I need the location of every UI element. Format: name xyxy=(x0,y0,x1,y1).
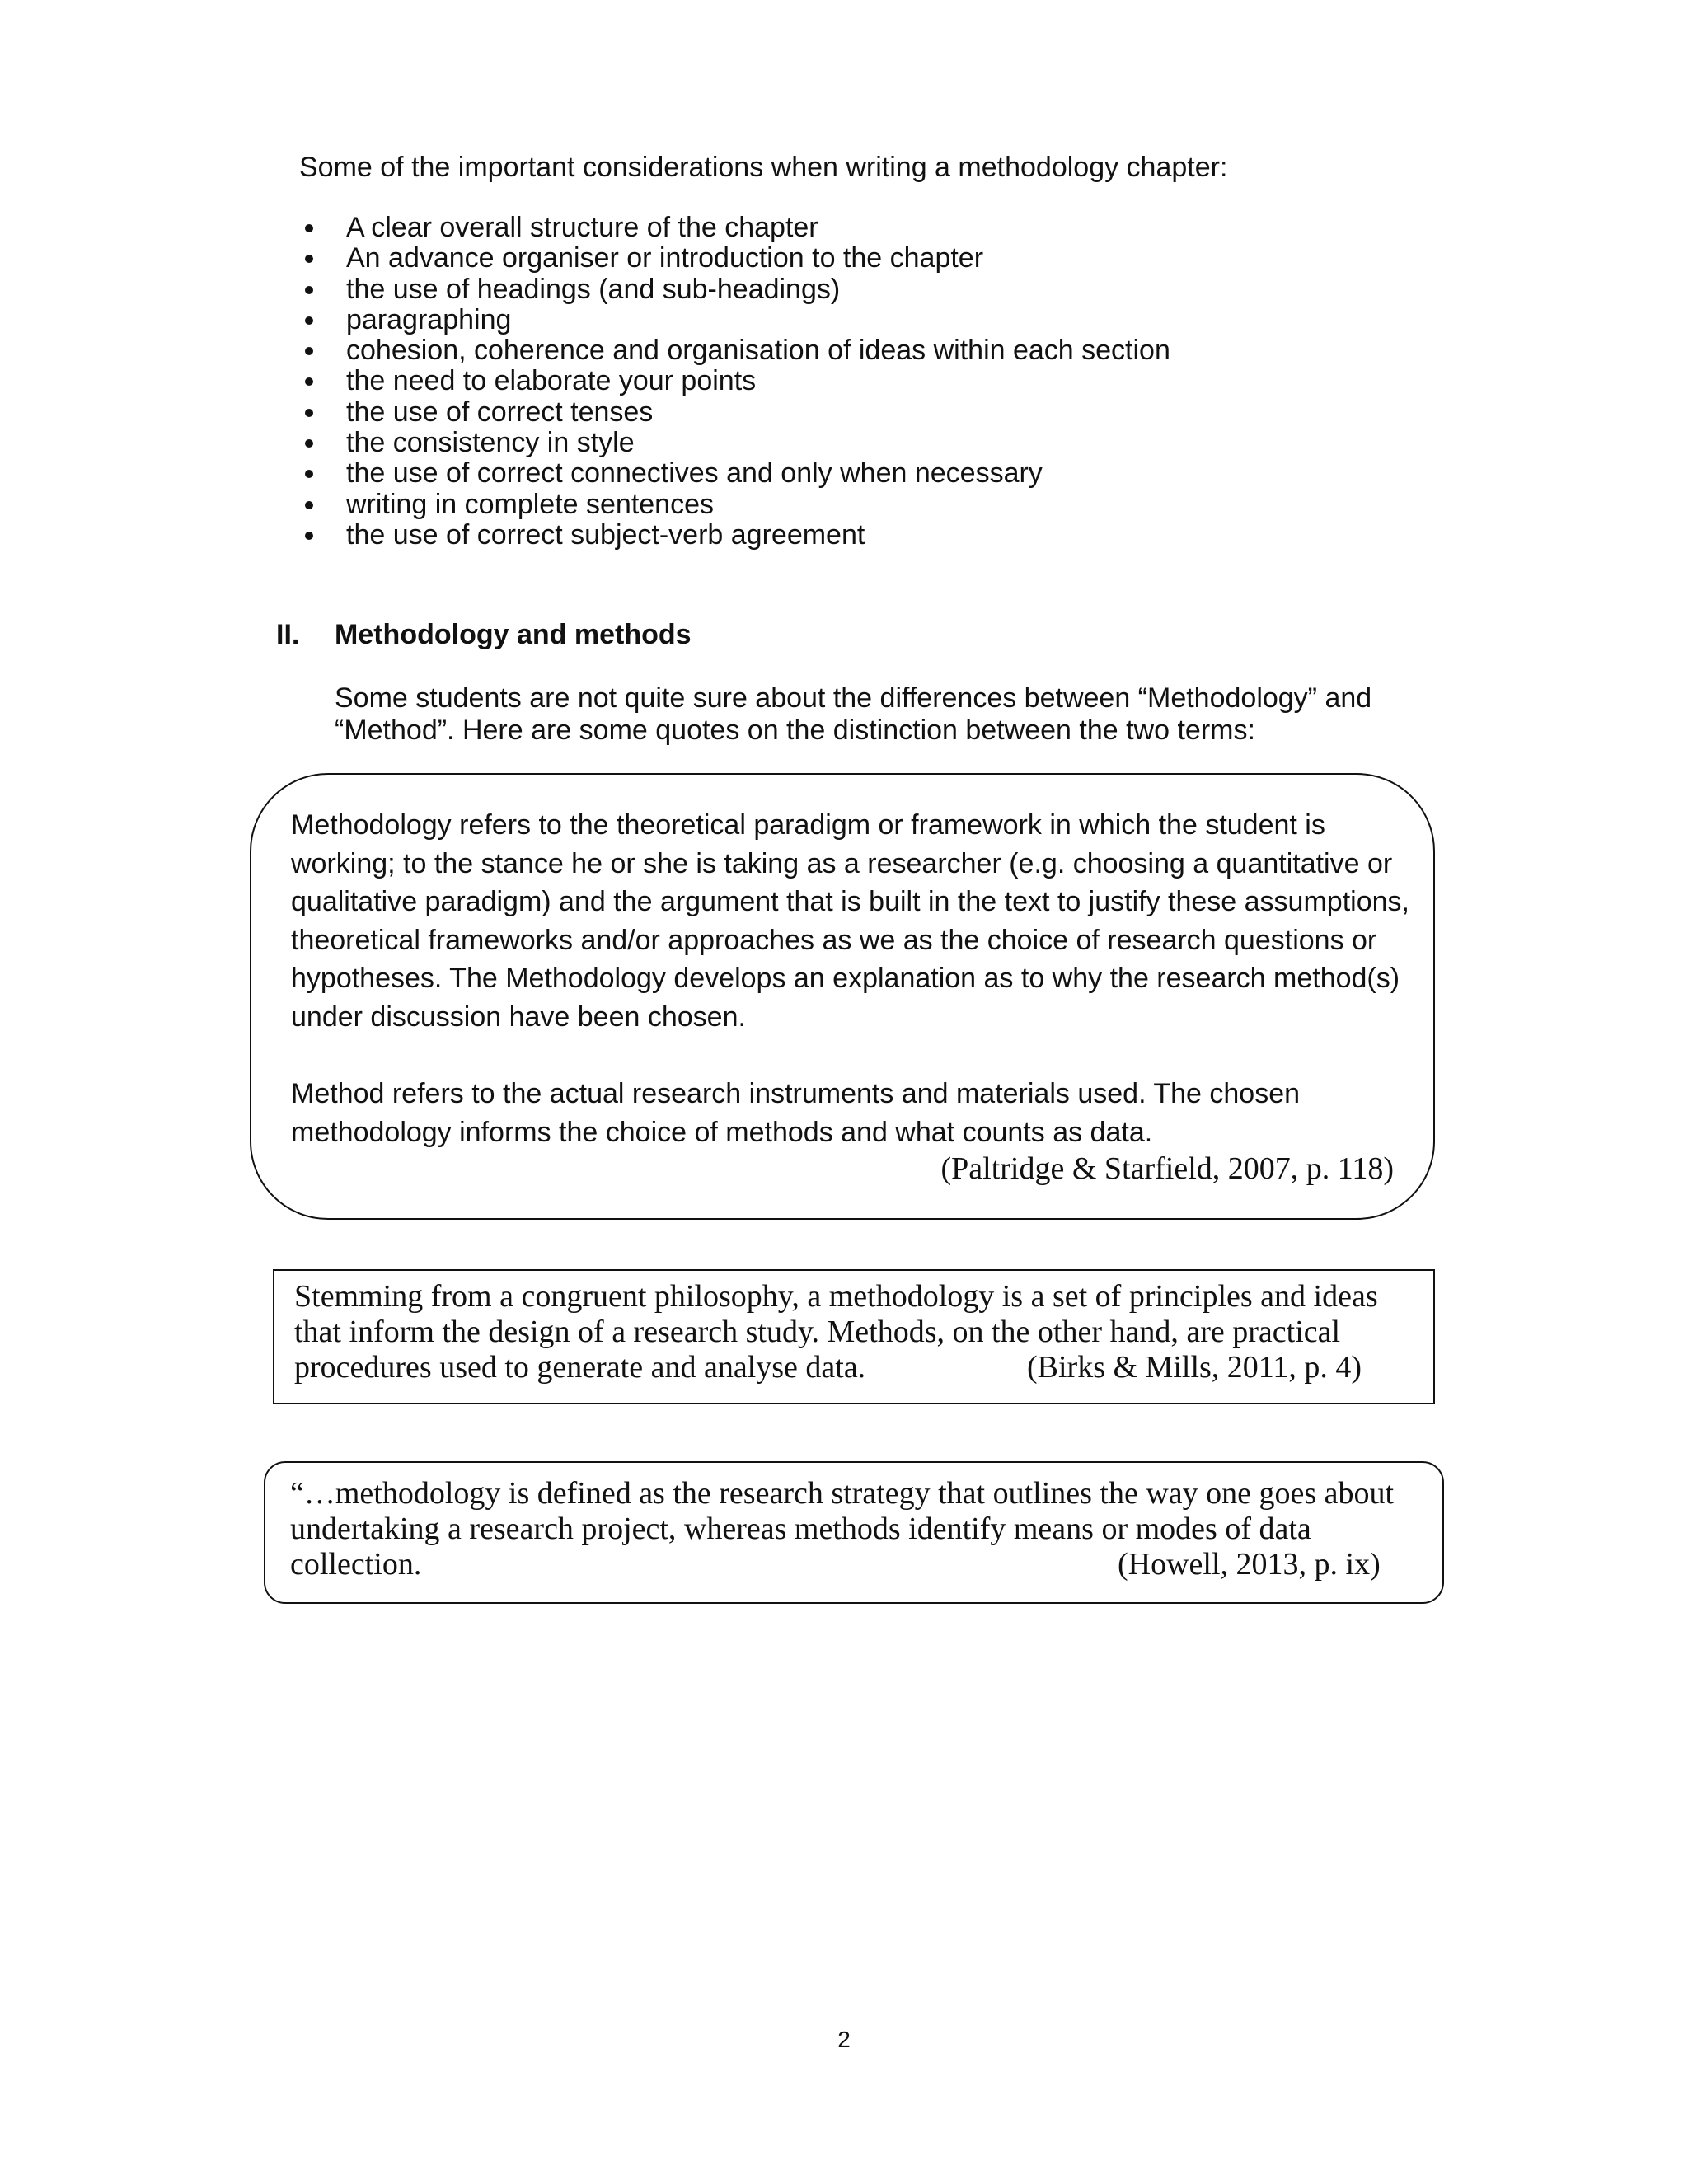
method-definition: Method refers to the actual research instruments and materials used. The chosen methodology informs the choice of methods and what counts as data. xyxy=(291,1078,1301,1148)
bullet-icon xyxy=(305,316,313,325)
list-item: cohesion, coherence and organisation of ideas within each section xyxy=(299,335,1170,366)
section-number: II. xyxy=(276,619,300,650)
bullet-icon xyxy=(305,532,313,540)
bullet-icon xyxy=(305,255,313,263)
list-item: the use of correct subject-verb agreement xyxy=(299,520,1170,551)
bullet-icon xyxy=(305,224,313,232)
citation: (Birks & Mills, 2011, p. 4) xyxy=(1027,1350,1362,1385)
list-item: paragraphing xyxy=(299,305,1170,335)
bullet-icon xyxy=(305,347,313,355)
intro-sentence: Some of the important considerations when writing a methodology chapter: xyxy=(299,152,1228,183)
bullet-icon xyxy=(305,501,313,509)
bullet-icon xyxy=(305,377,313,386)
methodology-definition: Methodology refers to the theoretical paradigm or framework in which the student is working; to the stance he or she is taking as a researcher (e.g. choosing a quantitative or qualitative paradigm) and the argument that is built in the text to justify these assumptions, theoretical frameworks and/or approaches as we as the choice of research questions or hypotheses. The Methodology develops an explanation as to why the research method(s) under discussion have been chosen. xyxy=(291,809,1409,1033)
bullet-icon xyxy=(305,409,313,417)
considerations-list xyxy=(299,213,1170,551)
bullet-icon xyxy=(305,439,313,448)
section-intro: Some students are not quite sure about the differences between “Methodology” and “Method”. Here are some quotes on the distinction between the two terms: xyxy=(335,682,1372,746)
quote-text: “…methodology is defined as the research strategy that outlines the way one goes about undertaking a research project, whereas methods identify means or modes of data collection. xyxy=(290,1476,1395,1582)
quote-box-birks xyxy=(273,1269,1435,1404)
list-item: the use of correct connectives and only when necessary xyxy=(299,458,1170,489)
page-number: 2 xyxy=(837,2027,851,2052)
list-item: A clear overall structure of the chapter xyxy=(299,213,1170,243)
citation: (Paltridge & Starfield, 2007, p. 118) xyxy=(940,1151,1394,1186)
quote-box-paltridge xyxy=(250,773,1435,1220)
quote-box-howell xyxy=(264,1461,1444,1604)
bullet-icon xyxy=(305,470,313,478)
list-item: the use of correct tenses xyxy=(299,397,1170,428)
list-item: the consistency in style xyxy=(299,428,1170,458)
section-heading: Methodology and methods xyxy=(335,619,692,650)
list-item: the need to elaborate your points xyxy=(299,366,1170,396)
bullet-icon xyxy=(305,286,313,294)
list-item: writing in complete sentences xyxy=(299,490,1170,520)
list-item: the use of headings (and sub-headings) xyxy=(299,274,1170,305)
list-item: An advance organiser or introduction to the chapter xyxy=(299,243,1170,274)
quote-text: Stemming from a congruent philosophy, a methodology is a set of principles and ideas that inform the design of a research study. Methods, on the other hand, are practical procedures used to generate and analyse data. xyxy=(294,1279,1378,1385)
citation: (Howell, 2013, p. ix) xyxy=(1118,1547,1381,1582)
